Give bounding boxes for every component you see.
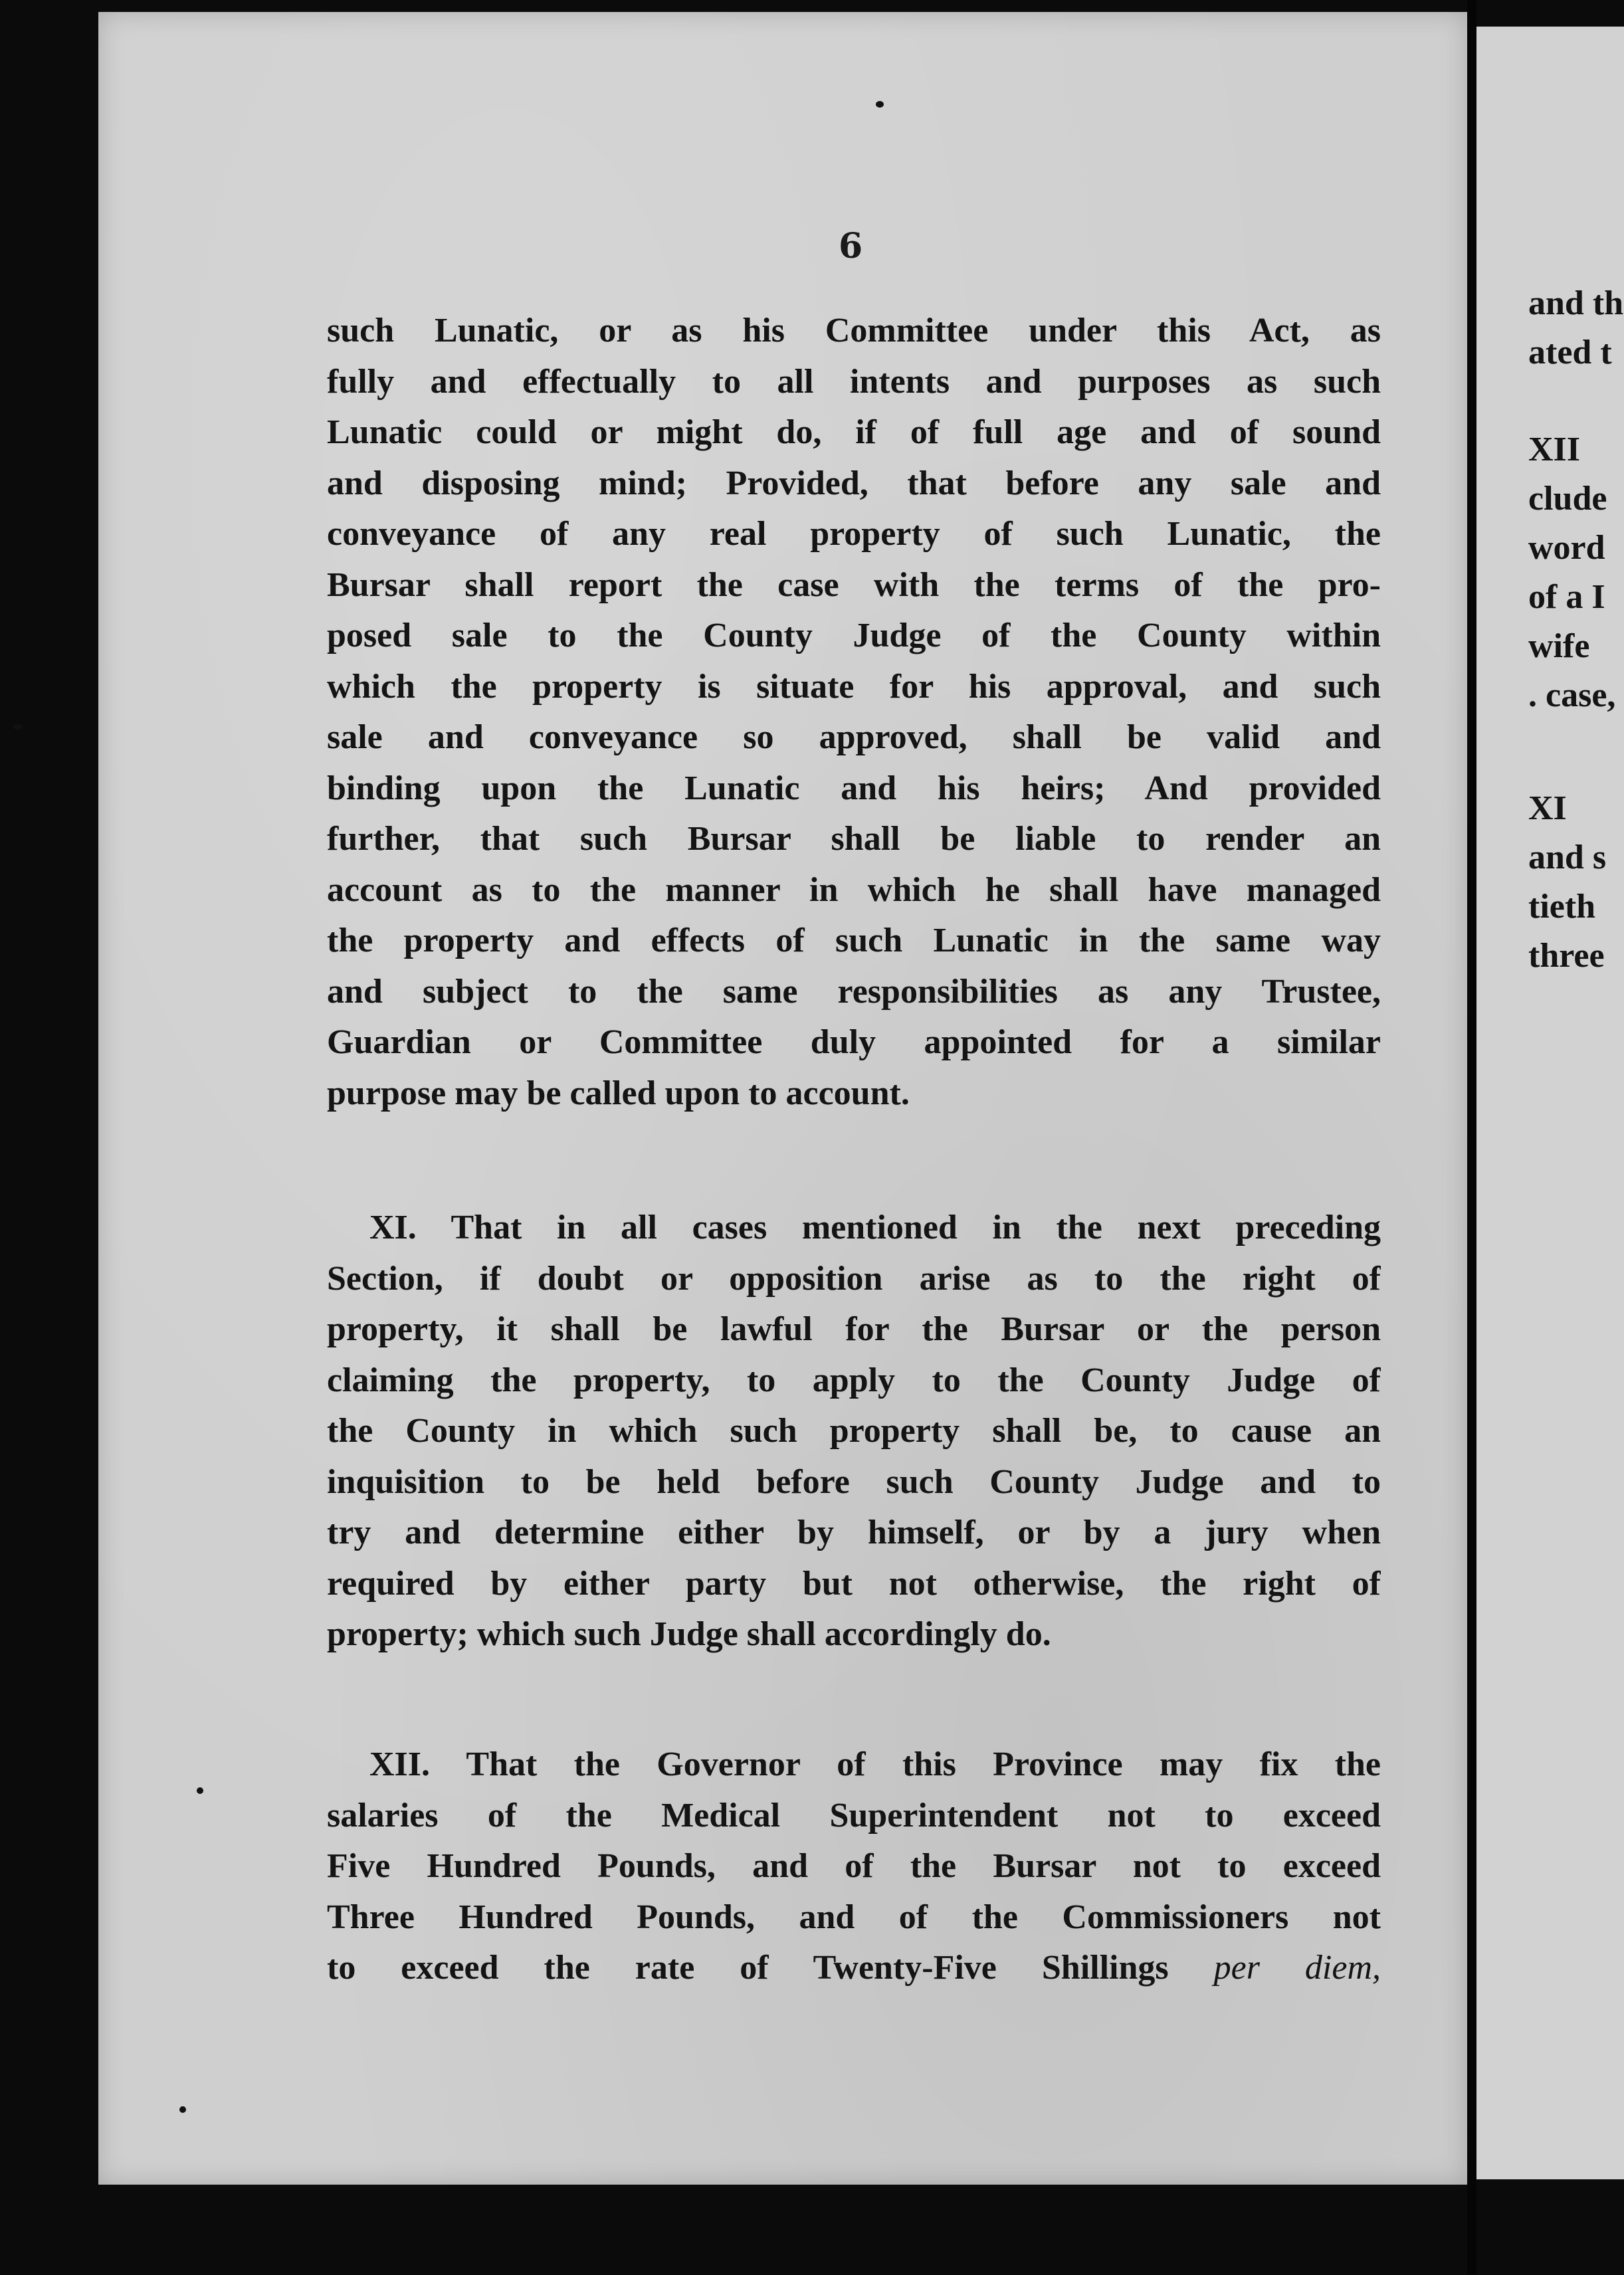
- text-line: purpose may be called upon to account.: [327, 1074, 910, 1112]
- text-line: required by either party but not otherwise, the right of: [327, 1564, 1381, 1603]
- text-line: the property and effects of such Lunatic in the same way: [327, 922, 1381, 959]
- right-page-text-mid: [1528, 425, 1615, 720]
- right-line: clude: [1528, 480, 1607, 518]
- text-line: [327, 1943, 1381, 1994]
- text-line: XII. That the Governor of this Province may fix the: [369, 1745, 1381, 1783]
- text-line: property, it shall be lawful for the Bursar or the person: [327, 1310, 1381, 1348]
- paragraph-continuation: [327, 306, 1381, 1119]
- text-line: XI. That in all cases mentioned in the next preceding: [369, 1209, 1381, 1246]
- scan-speck: [197, 1787, 203, 1794]
- text-line: and subject to the same responsibilities as any Trustee,: [327, 972, 1381, 1011]
- text-line: conveyance of any real property of such Lunatic, the: [327, 515, 1381, 553]
- text-line: the County in which such property shall be, to cause an: [327, 1412, 1381, 1450]
- right-page-text-low: [1528, 784, 1606, 981]
- section-xii: [327, 1739, 1381, 1994]
- text-line: such Lunatic, or as his Committee under this Act, as: [327, 312, 1381, 349]
- right-line: three: [1528, 937, 1605, 975]
- text-line: Five Hundred Pounds, and of the Bursar not to exceed: [327, 1847, 1381, 1885]
- text-line: sale and conveyance so approved, shall be valid and: [327, 718, 1381, 756]
- text-line: property; which such Judge shall accordingly do.: [327, 1615, 1051, 1653]
- right-page-text-top: [1528, 279, 1623, 377]
- right-line: and s: [1528, 839, 1607, 876]
- page-number: 6: [839, 226, 863, 266]
- italic-phrase: per diem,: [1213, 1949, 1381, 1987]
- text-line: try and determine either by himself, or by a jury when: [327, 1514, 1381, 1551]
- scan-speck: [13, 724, 23, 730]
- right-line: of a I: [1528, 578, 1605, 616]
- text-line: Three Hundred Pounds, and of the Commissioners not: [327, 1898, 1381, 1936]
- text-line: Guardian or Committee duly appointed for a similar: [327, 1023, 1381, 1061]
- scan-speck: [179, 2106, 186, 2113]
- text-line: fully and effectually to all intents and purposes as such: [327, 362, 1381, 401]
- right-line: XII: [1528, 431, 1581, 468]
- text-line: claiming the property, to apply to the County Judge of: [327, 1361, 1381, 1399]
- right-line: and th: [1528, 284, 1624, 322]
- text-line: Lunatic could or might do, if of full age and of sound: [327, 413, 1381, 451]
- right-line: XI: [1528, 789, 1567, 827]
- right-line: . case,: [1528, 676, 1616, 714]
- text-line: binding upon the Lunatic and his heirs; And provided: [327, 769, 1381, 807]
- text-line: posed sale to the County Judge of the County within: [327, 617, 1381, 654]
- book-gutter: [1467, 0, 1476, 2275]
- right-line: ated t: [1528, 334, 1612, 371]
- text-line: salaries of the Medical Superintendent not to exceed: [327, 1796, 1381, 1834]
- text-line: Section, if doubt or opposition arise as to the right of: [327, 1259, 1381, 1298]
- right-line: tieth: [1528, 888, 1596, 926]
- section-xi: [327, 1203, 1381, 1660]
- text-line: account as to the manner in which he shall have managed: [327, 870, 1381, 909]
- scan-speck: [876, 101, 884, 108]
- text-line: Bursar shall report the case with the terms of the pro-: [327, 565, 1381, 604]
- text-fragment: to exceed the rate of Twenty-Five Shillings: [327, 1949, 1169, 1987]
- text-line: further, that such Bursar shall be liable to render an: [327, 820, 1381, 858]
- text-line: which the property is situate for his approval, and such: [327, 667, 1381, 706]
- right-line: wife: [1528, 627, 1590, 665]
- right-line: word: [1528, 529, 1605, 567]
- text-line: inquisition to be held before such County Judge and to: [327, 1462, 1381, 1501]
- text-line: and disposing mind; Provided, that before any sale and: [327, 464, 1381, 502]
